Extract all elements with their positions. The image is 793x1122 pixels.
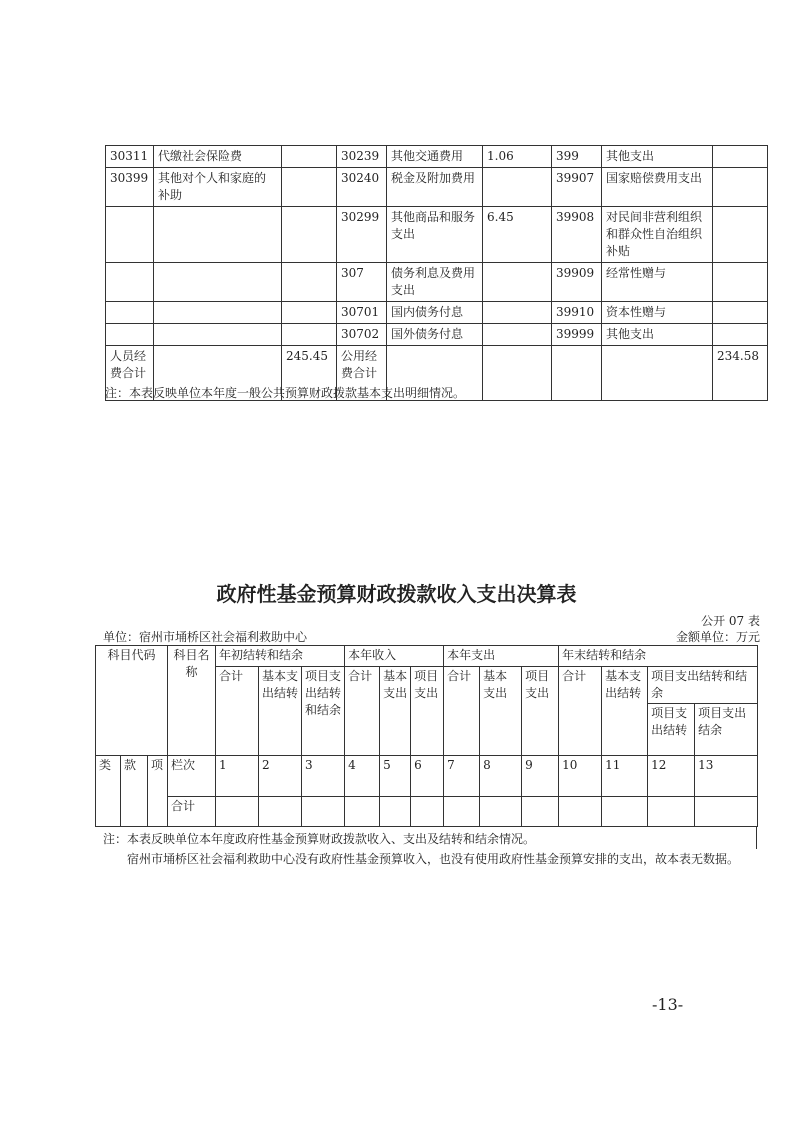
table-cell: 307 [337, 263, 387, 302]
table-cell: 代缴社会保险费 [154, 146, 282, 168]
total-cell [522, 797, 559, 827]
table-cell: 30701 [337, 302, 387, 324]
table-cell: 国家赔偿费用支出 [602, 168, 713, 207]
table-cell [602, 346, 713, 401]
table-cell [154, 302, 282, 324]
basic-expenditure-table [105, 145, 768, 401]
table-cell [282, 207, 337, 263]
total-cell [444, 797, 480, 827]
table-cell: 经常性赠与 [602, 263, 713, 302]
header-g2c: 项目支出 [411, 667, 444, 756]
table-cell [713, 207, 768, 263]
table-cell: 其他对个人和家庭的补助 [154, 168, 282, 207]
total-cell [380, 797, 411, 827]
header-g3: 本年支出 [444, 646, 559, 667]
column-number: 8 [480, 756, 522, 797]
table-cell: 245.45 [282, 346, 337, 401]
table-cell: 1.06 [483, 146, 552, 168]
table-cell [282, 324, 337, 346]
table2-note: 注：本表反映单位本年度政府性基金预算财政拨款收入、支出及结转和结余情况。 [103, 832, 536, 846]
table-cell [483, 302, 552, 324]
table-cell: 税金及附加费用 [387, 168, 483, 207]
table-cell [713, 146, 768, 168]
table-cell [282, 168, 337, 207]
table-cell [154, 207, 282, 263]
header-g3a: 合计 [444, 667, 480, 756]
header-g4c1: 项目支出结转 [648, 704, 695, 756]
table-cell: 39910 [552, 302, 602, 324]
table-cell [483, 346, 552, 401]
table-cell: 其他商品和服务支出 [387, 207, 483, 263]
column-number: 7 [444, 756, 480, 797]
header-g4a: 合计 [559, 667, 602, 756]
header-g2b: 基本支出 [380, 667, 411, 756]
table2-remark: 宿州市埇桥区社会福利救助中心没有政府性基金预算收入，也没有使用政府性基金预算安排的支出，故本表无数据。 [127, 852, 740, 866]
column-number: 6 [411, 756, 444, 797]
form-number: 公开 07 表 [701, 614, 760, 628]
table-row [106, 324, 768, 346]
table-cell: 国内债务付息 [387, 302, 483, 324]
table-cell [483, 263, 552, 302]
table-cell: 30311 [106, 146, 154, 168]
column-number: 12 [648, 756, 695, 797]
table-cell: 30702 [337, 324, 387, 346]
column-number: 13 [695, 756, 758, 797]
table-cell [552, 346, 602, 401]
page-number: -13- [652, 995, 684, 1014]
total-cell [480, 797, 522, 827]
table-cell [483, 324, 552, 346]
table-cell: 对民间非营利组织和群众性自治组织补贴 [602, 207, 713, 263]
table-cell [713, 263, 768, 302]
header-g2a: 合计 [345, 667, 380, 756]
table-cell: 公用经费合计 [337, 346, 387, 401]
table-cell [106, 263, 154, 302]
amount-unit-label: 金额单位：万元 [675, 630, 760, 644]
column-number: 10 [559, 756, 602, 797]
table-cell: 30299 [337, 207, 387, 263]
column-number: 9 [522, 756, 559, 797]
header-g1: 年初结转和结余 [216, 646, 345, 667]
table-row [106, 146, 768, 168]
total-cell [259, 797, 302, 827]
table-cell: 资本性赠与 [602, 302, 713, 324]
total-cell [411, 797, 444, 827]
header-g4: 年末结转和结余 [559, 646, 758, 667]
table-cell [282, 263, 337, 302]
label-total: 合计 [168, 797, 216, 827]
header-g4c: 项目支出结转和结余 [648, 667, 758, 704]
table-row [106, 302, 768, 324]
table-cell [483, 168, 552, 207]
table-cell: 人员经费合计 [106, 346, 154, 401]
total-cell [602, 797, 648, 827]
total-cell [695, 797, 758, 827]
label-xiang: 项 [148, 756, 168, 827]
label-lanci: 栏次 [168, 756, 216, 797]
column-number: 11 [602, 756, 648, 797]
table-cell: 39999 [552, 324, 602, 346]
header-name: 科目名称 [168, 646, 216, 756]
table-cell: 30399 [106, 168, 154, 207]
divider [756, 827, 757, 849]
total-cell [302, 797, 345, 827]
header-g1a: 合计 [216, 667, 259, 756]
table-cell: 其他支出 [602, 146, 713, 168]
table-cell: 国外债务付息 [387, 324, 483, 346]
table-cell [282, 302, 337, 324]
header-g3b: 基本支出 [480, 667, 522, 756]
total-cell [216, 797, 259, 827]
column-number: 3 [302, 756, 345, 797]
table1-note: 注：本表反映单位本年度一般公共预算财政拨款基本支出明细情况。 [105, 386, 466, 400]
total-cell [559, 797, 602, 827]
header-g3c: 项目支出 [522, 667, 559, 756]
table-cell: 39908 [552, 207, 602, 263]
table-cell: 30239 [337, 146, 387, 168]
table2-title: 政府性基金预算财政拨款收入支出决算表 [216, 582, 577, 606]
table-cell [154, 324, 282, 346]
label-kuan: 款 [121, 756, 148, 827]
table-cell: 6.45 [483, 207, 552, 263]
column-number: 2 [259, 756, 302, 797]
column-number: 4 [345, 756, 380, 797]
unit-label: 单位：宿州市埇桥区社会福利救助中心 [103, 630, 308, 644]
gov-fund-table [95, 645, 758, 827]
table-cell: 39907 [552, 168, 602, 207]
total-cell [648, 797, 695, 827]
header-g4c2: 项目支出结余 [695, 704, 758, 756]
header-g2: 本年收入 [345, 646, 444, 667]
table-cell [154, 263, 282, 302]
table-cell [713, 302, 768, 324]
table-cell [713, 324, 768, 346]
table-row [106, 168, 768, 207]
table-cell: 39909 [552, 263, 602, 302]
table-cell: 399 [552, 146, 602, 168]
table-cell [282, 146, 337, 168]
header-g4b: 基本支出结转 [602, 667, 648, 756]
table-row [106, 263, 768, 302]
header-code: 科目代码 [96, 646, 168, 756]
column-number: 5 [380, 756, 411, 797]
header-g1c: 项目支出结转和结余 [302, 667, 345, 756]
table-cell [713, 168, 768, 207]
header-g1b: 基本支出结转 [259, 667, 302, 756]
table-cell: 234.58 [713, 346, 768, 401]
table-row [106, 207, 768, 263]
table-cell: 债务利息及费用支出 [387, 263, 483, 302]
table-cell: 其他支出 [602, 324, 713, 346]
table-cell [106, 207, 154, 263]
table-cell [106, 324, 154, 346]
table-cell: 30240 [337, 168, 387, 207]
table-cell: 其他交通费用 [387, 146, 483, 168]
label-lei: 类 [96, 756, 121, 827]
table-cell [106, 302, 154, 324]
column-number: 1 [216, 756, 259, 797]
total-cell [345, 797, 380, 827]
